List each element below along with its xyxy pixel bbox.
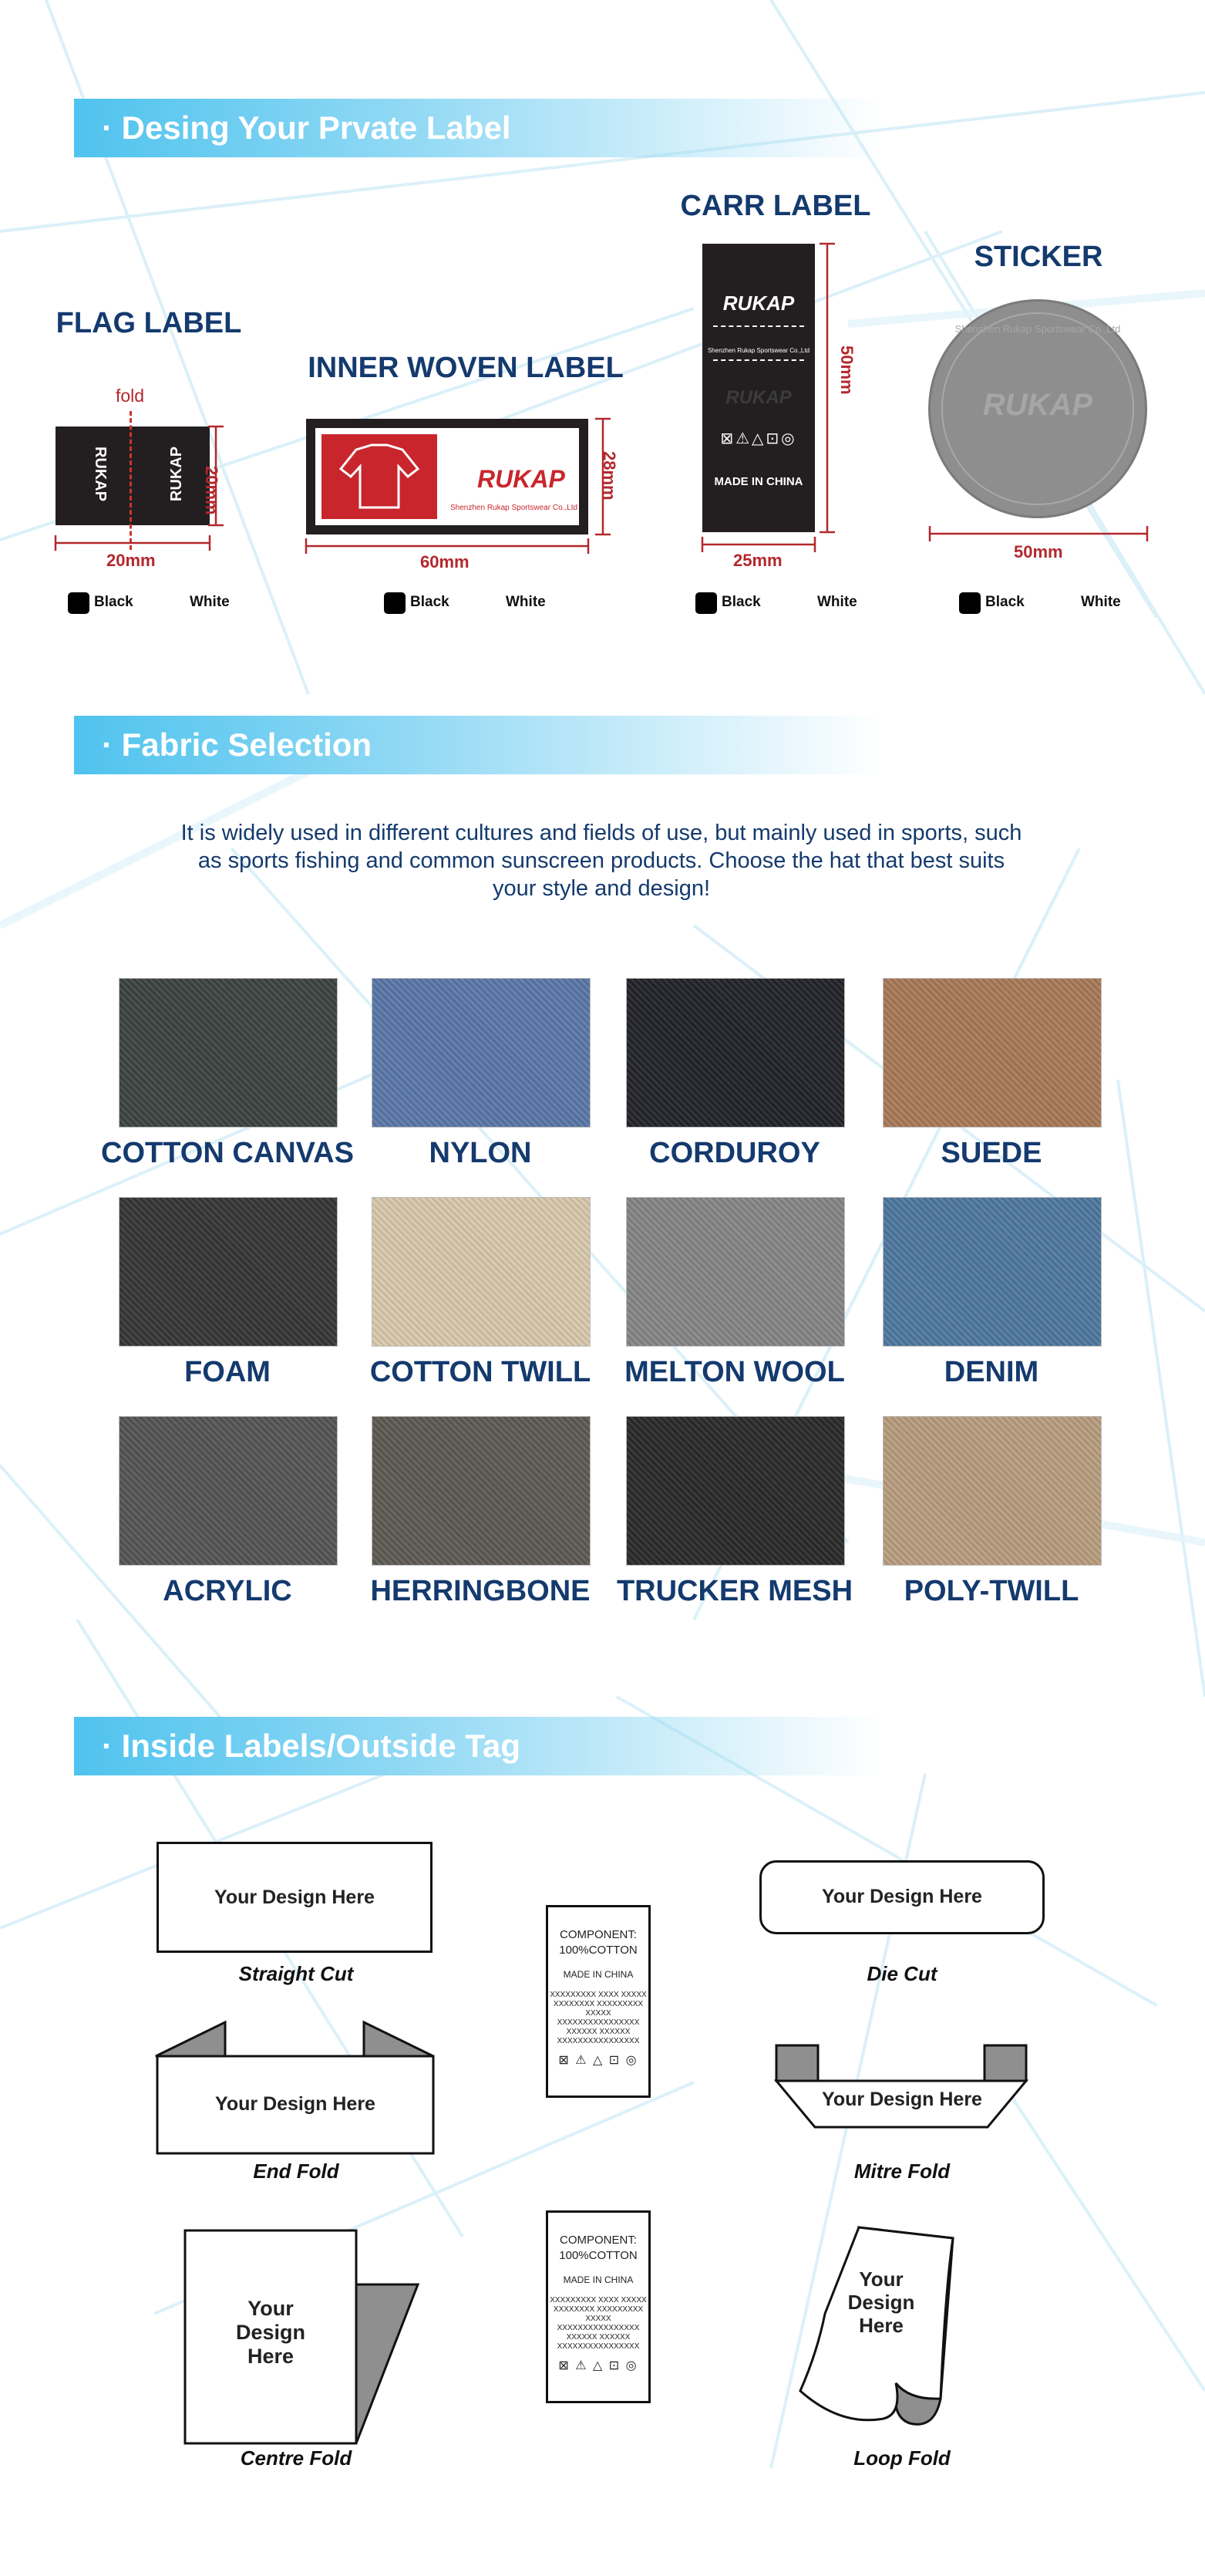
end-fold-caption: End Fold <box>253 2160 339 2183</box>
sticker-brand: RUKAP <box>982 388 1093 422</box>
die-cut-tag <box>759 1860 1045 1934</box>
fabric-swatch[interactable] <box>883 978 1102 1128</box>
care-material: 100%COTTON <box>559 2249 638 2262</box>
white-label[interactable]: White <box>506 594 546 610</box>
flag-width: 20mm <box>106 551 156 570</box>
fabric-name: ACRYLIC <box>163 1575 292 1607</box>
straight-cut-tag <box>157 1842 433 1953</box>
carr-made-in: MADE IN CHINA <box>714 475 803 488</box>
sticker-width: 50mm <box>1014 542 1063 561</box>
inner-width: 60mm <box>420 552 470 572</box>
care-made: MADE IN CHINA <box>563 1969 634 1980</box>
fabric-swatch[interactable] <box>626 1197 845 1347</box>
inner-height: 28mm <box>600 451 619 501</box>
section-title: · Fabric Selection <box>102 727 372 763</box>
design-text: Your Design Here <box>214 1886 375 1908</box>
design-line: Your <box>859 2267 904 2291</box>
inner-brand: RUKAP <box>477 465 565 493</box>
fabric-intro: It is widely used in different cultures and fields of use, but mainly used in sports, such as sports fishing and common sunscreen products. Choose the hat that best suits your style and design! <box>180 821 1022 901</box>
straight-cut-caption: Straight Cut <box>238 1962 354 1985</box>
care-material: 100%COTTON <box>559 1944 638 1957</box>
care-filler: XXXXXXXXX XXXX XXXXX XXXXXXXX XXXXXXXXX XXXXX XXXXXXXXXXXXXXXX XXXXXX XXXXXX XXXXXXXXXXXXXXXX <box>550 1991 647 2045</box>
inner-dim-lines <box>301 415 624 561</box>
black-swatch[interactable] <box>959 592 981 614</box>
fabric-name: HERRINGBONE <box>370 1575 591 1607</box>
fabric-name: MELTON WOOL <box>624 1356 845 1388</box>
design-line: Design <box>847 2291 915 2314</box>
flag-brand-left: RUKAP <box>92 446 109 502</box>
inner-company: Shenzhen Rukap Sportswear Co.,Ltd <box>450 504 578 512</box>
care-label-top <box>546 1905 651 2098</box>
fabric-swatch[interactable] <box>372 978 591 1128</box>
fabric-swatch[interactable] <box>119 1416 338 1566</box>
flag-label-title: FLAG LABEL <box>56 307 242 339</box>
sticker-title: STICKER <box>974 241 1103 273</box>
carr-height: 50mm <box>837 346 857 395</box>
black-swatch[interactable] <box>695 592 717 614</box>
fabric-swatch[interactable] <box>119 978 338 1128</box>
centre-fold-design <box>185 2297 356 2369</box>
black-swatch[interactable] <box>384 592 406 614</box>
care-symbols-icon: ⊠ ⚠ △ ⊡ ◎ <box>558 2359 638 2372</box>
section-banner-label <box>74 99 884 157</box>
carr-width: 25mm <box>733 551 783 570</box>
fabric-swatch[interactable] <box>626 978 845 1128</box>
fabric-name: DENIM <box>944 1356 1039 1388</box>
carr-dim-lines <box>698 239 852 563</box>
loop-fold-caption: Loop Fold <box>853 2446 951 2470</box>
fabric-name: NYLON <box>429 1137 532 1169</box>
black-label: Black <box>985 594 1025 610</box>
section-banner-fabric <box>74 716 884 774</box>
white-label[interactable]: White <box>817 594 857 610</box>
fold-text: fold <box>116 386 145 406</box>
fabric-name: COTTON CANVAS <box>101 1137 354 1169</box>
fabric-name: FOAM <box>184 1356 271 1388</box>
fabric-name: POLY-TWILL <box>904 1575 1079 1607</box>
fabric-swatch[interactable] <box>626 1416 845 1566</box>
care-symbols-icon: ⊠⚠△⊡◎ <box>720 430 797 447</box>
fabric-swatch[interactable] <box>119 1197 338 1347</box>
section-title: · Inside Labels/Outside Tag <box>102 1728 520 1764</box>
sticker-circle <box>928 299 1147 518</box>
care-label-bottom <box>546 2210 651 2403</box>
loop-fold-design <box>831 2267 931 2337</box>
mitre-fold-caption: Mitre Fold <box>853 2160 951 2183</box>
end-fold-tag <box>154 2015 439 2158</box>
sticker-ring-text: Shenzhen Rukap Sportswear Co.,Ltd <box>954 323 1121 335</box>
design-line: Your <box>247 2297 294 2320</box>
section-title: · Desing Your Prvate Label <box>102 110 511 146</box>
fabric-name: COTTON TWILL <box>369 1356 591 1388</box>
fabric-name: TRUCKER MESH <box>616 1575 853 1607</box>
flag-height: 20mm <box>202 466 221 515</box>
fabric-swatch[interactable] <box>372 1197 591 1347</box>
care-component: COMPONENT: <box>559 2234 637 2247</box>
carr-brand-emboss: RUKAP <box>725 387 792 408</box>
design-text: Your Design Here <box>215 2093 375 2115</box>
flag-brand-right: RUKAP <box>168 446 186 502</box>
die-cut-caption: Die Cut <box>867 1962 937 1985</box>
black-label: Black <box>722 594 761 610</box>
mitre-fold-tag <box>771 2042 1033 2132</box>
fabric-swatch[interactable] <box>883 1416 1102 1566</box>
black-label: Black <box>410 594 449 610</box>
section-banner-inside <box>74 1717 884 1775</box>
design-line: Here <box>859 2314 904 2337</box>
black-label: Black <box>94 594 133 610</box>
fabric-swatch[interactable] <box>883 1197 1102 1347</box>
fabric-swatch[interactable] <box>372 1416 591 1566</box>
care-symbols-icon: ⊠ ⚠ △ ⊡ ◎ <box>558 2054 638 2067</box>
design-line: Design <box>235 2321 306 2344</box>
design-text: Your Design Here <box>822 1886 982 1907</box>
carr-label-title: CARR LABEL <box>680 190 871 222</box>
carr-brand: RUKAP <box>722 292 795 315</box>
design-line: Here <box>247 2345 295 2368</box>
care-filler: XXXXXXXXX XXXX XXXXX XXXXXXXX XXXXXXXXX XXXXX XXXXXXXXXXXXXXXX XXXXXX XXXXXX XXXXXXXXXXXXXXXX <box>550 2296 647 2351</box>
care-component: COMPONENT: <box>559 1928 637 1941</box>
care-made: MADE IN CHINA <box>563 2274 634 2285</box>
fabric-name: CORDUROY <box>649 1137 820 1169</box>
design-text: Your Design Here <box>822 2089 982 2110</box>
white-label[interactable]: White <box>1081 594 1121 610</box>
fabric-name: SUEDE <box>941 1137 1042 1169</box>
inner-label-title: INNER WOVEN LABEL <box>308 352 624 384</box>
white-label[interactable]: White <box>190 594 230 610</box>
centre-fold-caption: Centre Fold <box>240 2446 352 2470</box>
carr-company: Shenzhen Rukap Sportswear Co.,Ltd <box>707 347 810 354</box>
black-swatch[interactable] <box>68 592 89 614</box>
